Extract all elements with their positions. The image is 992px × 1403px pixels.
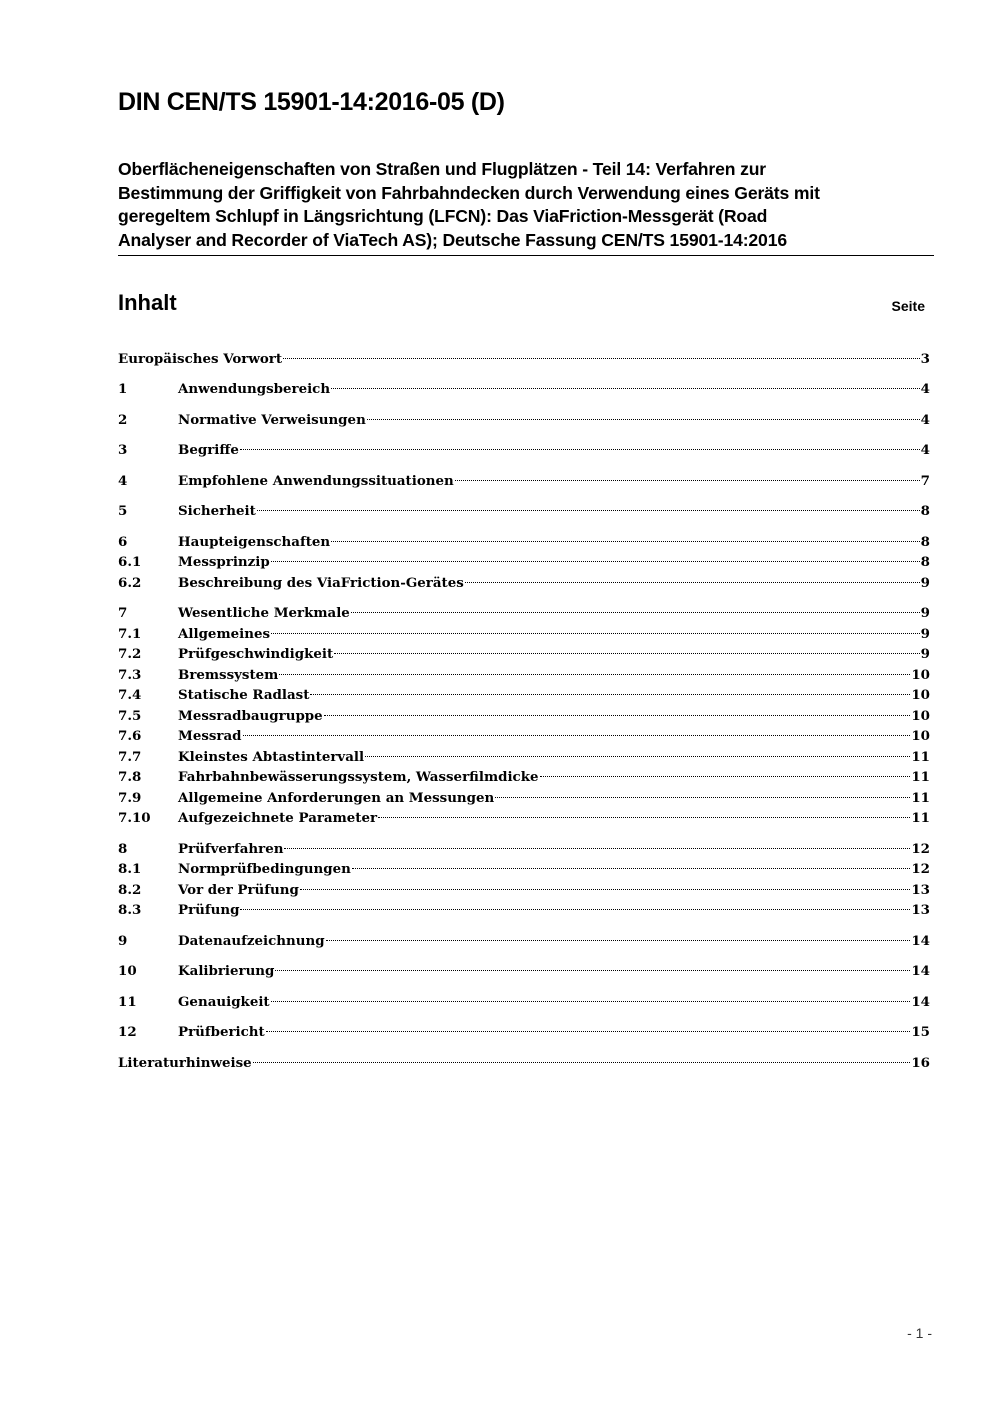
toc-entry-number: 8.3 — [118, 902, 142, 918]
toc-entry-number: 7.6 — [118, 728, 142, 744]
toc-leader-dots — [351, 612, 920, 613]
toc-entry-page: 4 — [920, 412, 930, 428]
toc-entry[interactable] — [118, 706, 930, 726]
toc-entry[interactable] — [118, 880, 930, 900]
toc-entry-page: 9 — [920, 646, 930, 662]
toc-entry-title: Statische Radlast — [178, 687, 310, 703]
toc-entry-number: 4 — [118, 473, 128, 489]
toc-leader-dots — [331, 541, 920, 542]
toc-leader-dots — [240, 449, 920, 450]
toc-leader-dots — [266, 1031, 911, 1032]
toc-entry-page: 14 — [911, 994, 930, 1010]
toc-entry-title: Genauigkeit — [178, 994, 270, 1010]
toc-entry-title: Vor der Prüfung — [178, 882, 299, 898]
toc-entry[interactable] — [118, 1053, 930, 1073]
toc-entry-number: 7.3 — [118, 667, 142, 683]
toc-leader-dots — [253, 1062, 911, 1063]
subtitle-line: Bestimmung der Griffigkeit von Fahrbahndecken durch Verwendung eines Geräts mit — [118, 182, 820, 203]
toc-leader-dots — [271, 1001, 911, 1002]
toc-entry-page: 10 — [911, 728, 930, 744]
toc-entry-number: 8 — [118, 841, 128, 857]
toc-leader-dots — [334, 653, 920, 654]
toc-entry-number: 7.2 — [118, 646, 142, 662]
toc-entry-page: 10 — [911, 687, 930, 703]
toc-leader-dots — [271, 633, 920, 634]
toc-leader-dots — [365, 756, 910, 757]
toc-entry-page: 14 — [911, 933, 930, 949]
toc-entry-number: 7.7 — [118, 749, 142, 765]
subtitle-line: Oberflächeneigenschaften von Straßen und Flugplätzen - Teil 14: Verfahren zur — [118, 159, 767, 179]
toc-entry-title: Sicherheit — [178, 503, 256, 519]
toc-leader-dots — [324, 715, 911, 716]
toc-entry-title: Prüfbericht — [178, 1024, 265, 1040]
toc-entry-page: 16 — [911, 1055, 930, 1071]
toc-entry-title: Aufgezeichnete Parameter — [178, 810, 378, 826]
toc-leader-dots — [326, 940, 911, 941]
document-title: DIN CEN/TS 15901-14:2016-05 (D) — [118, 88, 505, 116]
toc-entry-page: 4 — [920, 381, 930, 397]
toc-leader-dots — [540, 776, 911, 777]
contents-heading: Inhalt — [118, 290, 177, 315]
toc-entry-number: 12 — [118, 1024, 137, 1040]
toc-entry-title: Allgemeine Anforderungen an Messungen — [178, 790, 495, 806]
toc-entry-title: Kalibrierung — [178, 963, 275, 979]
toc-entry[interactable] — [118, 839, 930, 859]
toc-leader-dots — [240, 909, 910, 910]
toc-entry-number: 6.2 — [118, 575, 142, 591]
toc-entry-title: Europäisches Vorwort — [118, 351, 283, 367]
toc-entry-page: 11 — [911, 810, 930, 826]
toc-entry-page: 11 — [911, 790, 930, 806]
toc-entry-number: 7.8 — [118, 769, 142, 785]
toc-entry-title: Empfohlene Anwendungssituationen — [178, 473, 454, 489]
toc-entry[interactable] — [118, 931, 930, 951]
toc-entry-title: Kleinstes Abtastintervall — [178, 749, 365, 765]
toc-entry-title: Normative Verweisungen — [178, 412, 366, 428]
toc-leader-dots — [465, 582, 920, 583]
toc-entry-page: 13 — [911, 882, 930, 898]
toc-entry-title: Fahrbahnbewässerungssystem, Wasserfilmdicke — [178, 769, 539, 785]
toc-entry-page: 12 — [911, 861, 930, 877]
toc-entry-number: 9 — [118, 933, 128, 949]
toc-entry[interactable] — [118, 747, 930, 767]
toc-entry-number: 3 — [118, 442, 128, 458]
toc-leader-dots — [275, 970, 910, 971]
toc-entry[interactable] — [118, 644, 930, 664]
toc-entry[interactable] — [118, 859, 930, 879]
toc-entry-number: 7.1 — [118, 626, 142, 642]
toc-entry-number: 7.4 — [118, 687, 142, 703]
toc-entry-number: 2 — [118, 412, 128, 428]
toc-entry[interactable] — [118, 992, 930, 1012]
toc-entry[interactable] — [118, 603, 930, 623]
toc-leader-dots — [300, 889, 910, 890]
toc-entry-number: 7.10 — [118, 810, 151, 826]
toc-leader-dots — [378, 817, 910, 818]
toc-entry-number: 11 — [118, 994, 137, 1010]
toc-leader-dots — [279, 674, 910, 675]
toc-leader-dots — [367, 419, 920, 420]
toc-entry-number: 6 — [118, 534, 128, 550]
page-column-heading: Seite — [891, 298, 925, 314]
toc-entry-title: Haupteigenschaften — [178, 534, 331, 550]
toc-entry-page: 3 — [920, 351, 930, 367]
page-number: - 1 - — [907, 1325, 932, 1341]
toc-entry-page: 9 — [920, 605, 930, 621]
toc-entry[interactable] — [118, 665, 930, 685]
subtitle-line: geregeltem Schlupf in Längsrichtung (LFCN): Das ViaFriction-Messgerät (Road — [118, 206, 768, 226]
toc-entry-title: Messprinzip — [178, 554, 270, 570]
toc-leader-dots — [283, 358, 920, 359]
toc-entry-number: 6.1 — [118, 554, 142, 570]
toc-entry-page: 9 — [920, 575, 930, 591]
toc-entry-title: Allgemeines — [178, 626, 271, 642]
toc-entry-title: Prüfverfahren — [178, 841, 284, 857]
toc-entry[interactable] — [118, 349, 930, 369]
toc-entry-page: 8 — [920, 503, 930, 519]
toc-entry-number: 7.9 — [118, 790, 142, 806]
toc-entry[interactable] — [118, 900, 930, 920]
toc-leader-dots — [331, 388, 920, 389]
toc-entry-page: 7 — [920, 473, 930, 489]
toc-entry[interactable] — [118, 788, 930, 808]
toc-entry[interactable] — [118, 573, 930, 593]
toc-entry[interactable] — [118, 808, 930, 828]
toc-entry-title: Anwendungsbereich — [178, 381, 331, 397]
toc-entry-number: 7.5 — [118, 708, 142, 724]
toc-entry-title: Bremssystem — [178, 667, 279, 683]
toc-entry-page: 15 — [911, 1024, 930, 1040]
toc-entry-number: 8.2 — [118, 882, 142, 898]
toc-entry-number: 8.1 — [118, 861, 142, 877]
toc-leader-dots — [271, 561, 920, 562]
toc-leader-dots — [455, 480, 920, 481]
toc-leader-dots — [495, 797, 910, 798]
toc-entry[interactable] — [118, 501, 930, 521]
toc-entry-page: 14 — [911, 963, 930, 979]
toc-entry[interactable] — [118, 1022, 930, 1042]
toc-entry[interactable] — [118, 624, 930, 644]
toc-entry-page: 10 — [911, 708, 930, 724]
document-subtitle — [118, 158, 934, 256]
toc-entry-page: 12 — [911, 841, 930, 857]
toc-entry-number: 1 — [118, 381, 128, 397]
toc-leader-dots — [243, 735, 911, 736]
toc-entry-page: 4 — [920, 442, 930, 458]
toc-leader-dots — [310, 694, 910, 695]
toc-entry-number: 5 — [118, 503, 128, 519]
toc-entry[interactable] — [118, 961, 930, 981]
toc-entry-page: 13 — [911, 902, 930, 918]
toc-entry[interactable] — [118, 685, 930, 705]
toc-entry[interactable] — [118, 379, 930, 399]
toc-entry-title: Beschreibung des ViaFriction-Gerätes — [178, 575, 464, 591]
toc-entry-title: Messrad — [178, 728, 242, 744]
toc-entry-title: Wesentliche Merkmale — [178, 605, 350, 621]
toc-entry[interactable] — [118, 410, 930, 430]
toc-entry[interactable] — [118, 767, 930, 787]
toc-entry-title: Begriffe — [178, 442, 239, 458]
toc-leader-dots — [257, 510, 920, 511]
toc-entry-page: 11 — [911, 769, 930, 785]
toc-entry-number: 7 — [118, 605, 128, 621]
toc-entry[interactable] — [118, 552, 930, 572]
toc-entry-title: Prüfgeschwindigkeit — [178, 646, 334, 662]
toc-entry-page: 11 — [911, 749, 930, 765]
toc-entry-page: 8 — [920, 534, 930, 550]
toc-entry-title: Messradbaugruppe — [178, 708, 323, 724]
toc-entry[interactable] — [118, 532, 930, 552]
toc-entry-title: Normprüfbedingungen — [178, 861, 351, 877]
toc-entry-page: 10 — [911, 667, 930, 683]
subtitle-line: Analyser and Recorder of ViaTech AS); Deutsche Fassung CEN/TS 15901-14:2016 — [118, 229, 787, 250]
toc-leader-dots — [284, 848, 910, 849]
toc-entry-number: 10 — [118, 963, 137, 979]
toc-entry[interactable] — [118, 471, 930, 491]
toc-entry[interactable] — [118, 726, 930, 746]
toc-leader-dots — [352, 868, 911, 869]
toc-entry[interactable] — [118, 440, 930, 460]
toc-entry-title: Datenaufzeichnung — [178, 933, 325, 949]
toc-entry-page: 9 — [920, 626, 930, 642]
toc-entry-title: Literaturhinweise — [118, 1055, 252, 1071]
toc-entry-title: Prüfung — [178, 902, 240, 918]
toc-entry-page: 8 — [920, 554, 930, 570]
